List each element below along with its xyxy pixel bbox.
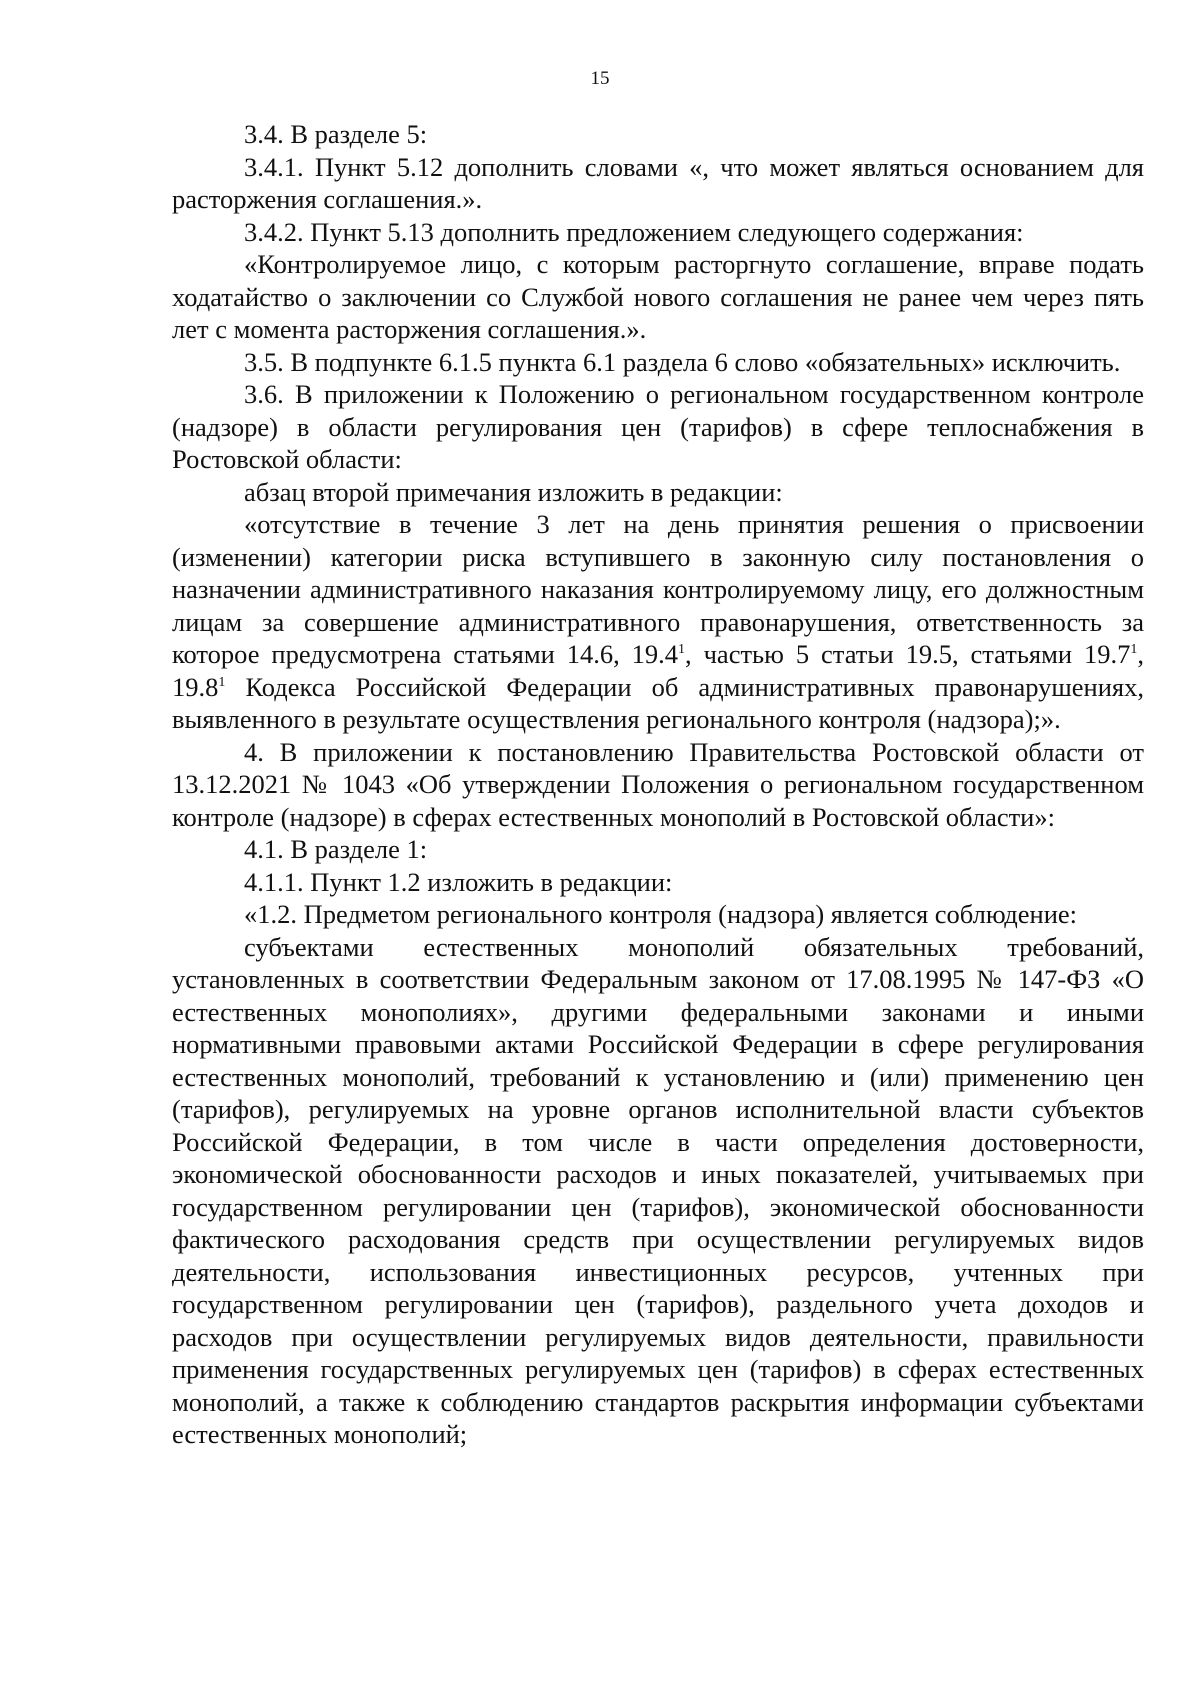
paragraph-quote-1-2: «1.2. Предметом регионального контроля (надзора) является соблюдение: [244, 899, 1078, 929]
paragraph-subjects: субъектами естественных монополий обязательных требований, установленных в соответствии Федеральным законом от 17.08.1995 № 147-ФЗ «О естественных монополиях», другими федеральными законами и иными нормативными правовыми актами Российской Федерации в сфере регулирования естественных монополий, требований к установлению и (или) применению цен (тарифов), регулируемых на уровне органов исполнительной власти субъектов Российской Федерации, в том числе в части определения достоверности, экономической обоснованности расходов и иных показателей, учитываемых при государственном регулировании цен (тарифов), экономической обоснованности фактического расходования средств при осуществлении регулируемых видов деятельности, использования инвестиционных ресурсов, учтенных при государственном регулировании цен (тарифов), раздельного учета доходов и расходов при осуществлении регулируемых видов деятельности, правильности применения государственных регулируемых цен (тарифов) в сферах естественных монополий, а также к соблюдению стандартов раскрытия информации субъектами естественных монополий; [172, 931, 1144, 1449]
superscript: 1 [218, 674, 226, 690]
superscript: 1 [678, 642, 686, 658]
paragraph-3-4-2: 3.4.2. Пункт 5.13 дополнить предложением следующего содержания: [244, 216, 1024, 247]
paragraph-3-5: 3.5. В подпункте 6.1.5 пункта 6.1 раздела 6 слово «обязательных» исключить. [244, 346, 1121, 377]
paragraph-4-1-1: 4.1.1. Пункт 1.2 изложить в редакции: [244, 866, 673, 897]
paragraph-quote-controlled-person: «Контролируемое лицо, с которым расторгнуто соглашение, вправе подать ходатайство о заключении со Службой нового соглашения не ранее чем через пять лет с момента расторжения соглашения.». [172, 249, 1144, 344]
paragraph-4: 4. В приложении к постановлению Правительства Ростовской области от 13.12.2021 № 1043 «Об утверждении Положения о региональном государственном контроле (надзоре) в сферах естественных монополий в Ростовской области»: [172, 736, 1144, 832]
paragraph-quote-absence [172, 508, 1144, 736]
paragraph-4-1: 4.1. В разделе 1: [244, 834, 428, 864]
text-run: , частью 5 статьи 19.5, статьями 19.7 [685, 639, 1131, 669]
superscript: 1 [1130, 642, 1138, 658]
page-number: 15 [590, 68, 610, 89]
document-body [172, 118, 1144, 1451]
text-run: Кодекса Российской Федерации об административных правонарушениях, выявленного в результате осуществления регионального контроля (надзора);». [172, 671, 1144, 734]
paragraph-3-6: 3.6. В приложении к Положению о региональном государственном контроле (надзоре) в области регулирования цен (тарифов) в сфере теплоснабжения в Ростовской области: [172, 379, 1144, 474]
text-run: «отсутствие в течение 3 лет на день принятия решения о присвоении (изменении) категории риска вступившего в законную силу постановления о назначении административного наказания контролируемому лицу, его должностным лицам за совершение административного правонарушения, ответственность за которое предусмотрена статьями 14.6, 19.4 [172, 509, 1144, 669]
paragraph-note-abstract: абзац второй примечания изложить в редакции: [244, 476, 783, 507]
text-run: , 19.8 [172, 639, 1144, 702]
paragraph-3-4: 3.4. В разделе 5: [244, 119, 428, 149]
paragraph-3-4-1: 3.4.1. Пункт 5.12 дополнить словами «, что может являться основанием для расторжения соглашения.». [172, 151, 1144, 214]
